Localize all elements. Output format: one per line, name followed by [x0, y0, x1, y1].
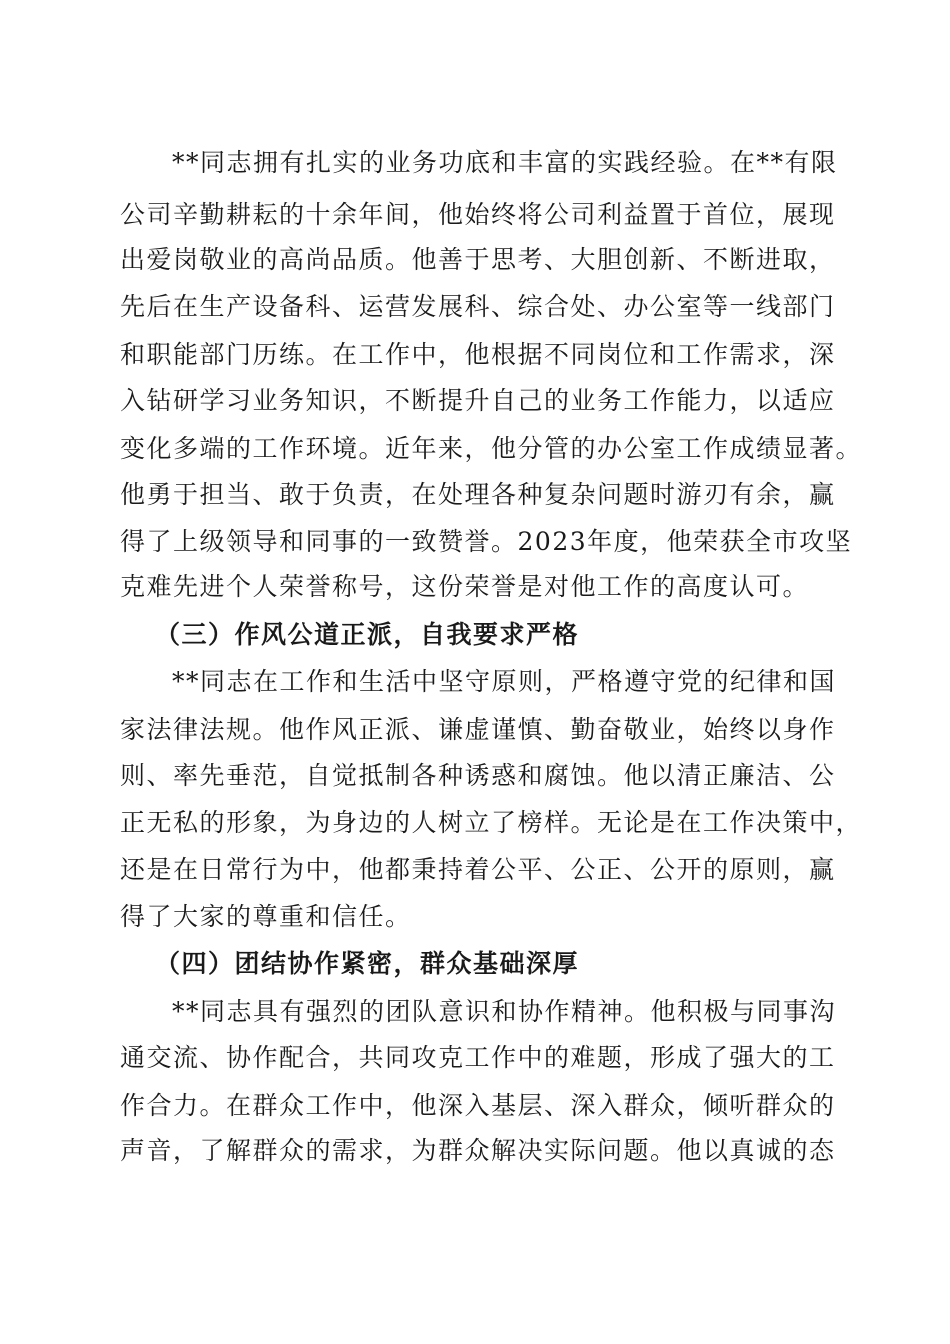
paragraph-2-line-1: **同志在工作和生活中坚守原则，严格遵守党的纪律和国: [172, 667, 837, 696]
section-heading-3: （三）作风公道正派，自我要求严格: [155, 620, 580, 649]
paragraph-1-line-7: 变化多端的工作环境。近年来，他分管的办公室工作成绩显著。: [120, 434, 863, 463]
paragraph-3-line-2: 通交流、协作配合，共同攻克工作中的难题，形成了强大的工: [120, 1043, 836, 1072]
paragraph-1-line-6: 入钻研学习业务知识，不断提升自己的业务工作能力，以适应: [120, 386, 836, 415]
paragraph-1-line-10: 克难先进个人荣誉称号，这份荣誉是对他工作的高度认可。: [120, 572, 810, 601]
paragraph-1-line-5: 和职能部门历练。在工作中，他根据不同岗位和工作需求，深: [120, 340, 836, 369]
paragraph-1-line-9: 得了上级领导和同事的一致赞誉。2023年度，他荣获全市攻坚: [120, 527, 853, 556]
paragraph-1-line-8: 他勇于担当、敢于负责，在处理各种复杂问题时游刃有余，赢: [120, 480, 836, 509]
paragraph-2-line-6: 得了大家的尊重和信任。: [120, 902, 412, 931]
paragraph-2-line-5: 还是在日常行为中，他都秉持着公平、公正、公开的原则，赢: [120, 855, 836, 884]
section-heading-4: （四）团结协作紧密，群众基础深厚: [155, 949, 580, 978]
paragraph-1-line-3: 出爱岗敬业的高尚品质。他善于思考、大胆创新、不断进取，: [120, 245, 836, 274]
paragraph-2-line-4: 正无私的形象，为身边的人树立了榜样。无论是在工作决策中，: [120, 808, 863, 837]
paragraph-2-line-2: 家法律法规。他作风正派、谦虚谨慎、勤奋敬业，始终以身作: [120, 715, 836, 744]
paragraph-3-line-4: 声音，了解群众的需求，为群众解决实际问题。他以真诚的态: [120, 1136, 836, 1165]
paragraph-3-line-1: **同志具有强烈的团队意识和协作精神。他积极与同事沟: [172, 997, 837, 1026]
paragraph-2-line-3: 则、率先垂范，自觉抵制各种诱惑和腐蚀。他以清正廉洁、公: [120, 761, 836, 790]
paragraph-1-line-4: 先后在生产设备科、运营发展科、综合处、办公室等一线部门: [120, 292, 836, 321]
paragraph-1-line-2: 公司辛勤耕耘的十余年间，他始终将公司利益置于首位，展现: [120, 200, 836, 229]
paragraph-1-line-1: **同志拥有扎实的业务功底和丰富的实践经验。在**有限: [172, 148, 838, 177]
paragraph-3-line-3: 作合力。在群众工作中，他深入基层、深入群众，倾听群众的: [120, 1091, 836, 1120]
